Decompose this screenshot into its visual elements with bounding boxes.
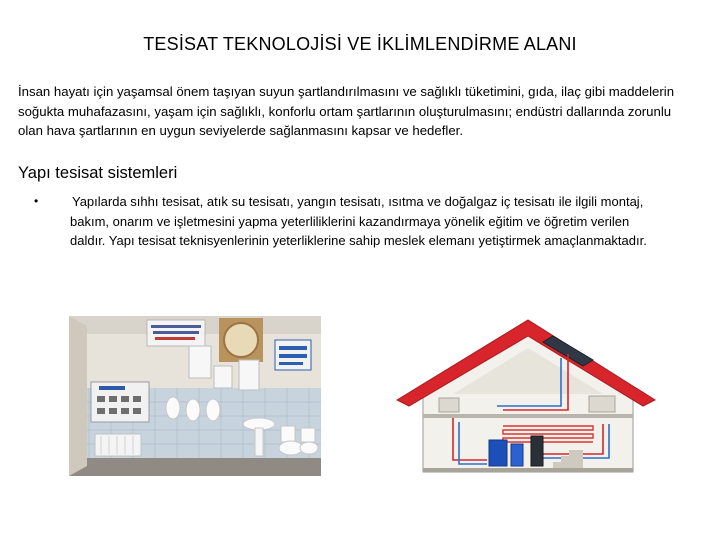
section-heading: Yapı tesisat sistemleri [18,164,178,182]
intro-paragraph: İnsan hayatı için yaşamsal önem taşıyan suyun şartlandırılmasını ve sağlıklı tüketimini, gıda, ilaç gibi maddelerin soğukta muhafazasını, yaşam için sağlıklı, konforlu ortam şartlarının oluşturulmasını; endüstri dallarında zorunlu olan hava şartlarının en uygun seviyelerde sağlanmasını kapsar ve hedefler. [18,84,675,138]
workshop-photo [69,316,321,476]
bullet-text: Yapılarda sıhhı tesisat, atık su tesisatı, yangın tesisatı, ısıtma ve doğalgaz iç tesisatı ile ilgili montaj, bakım, onarım ve işletmesini yapma yeterliliklerini kazandırmaya yönelik eğitim ve öğretim verilen daldır. Yapı tesisat teknisyenlerinin yeterliklerine sahip meslek elemanı yetiştirmek amaçlanmaktadır. [70,194,647,248]
page-title: TESİSAT TEKNOLOJİSİ VE İKLİMLENDİRME ALANI [143,34,577,54]
bullet-symbol: • [34,194,39,208]
house-diagram [393,314,658,478]
